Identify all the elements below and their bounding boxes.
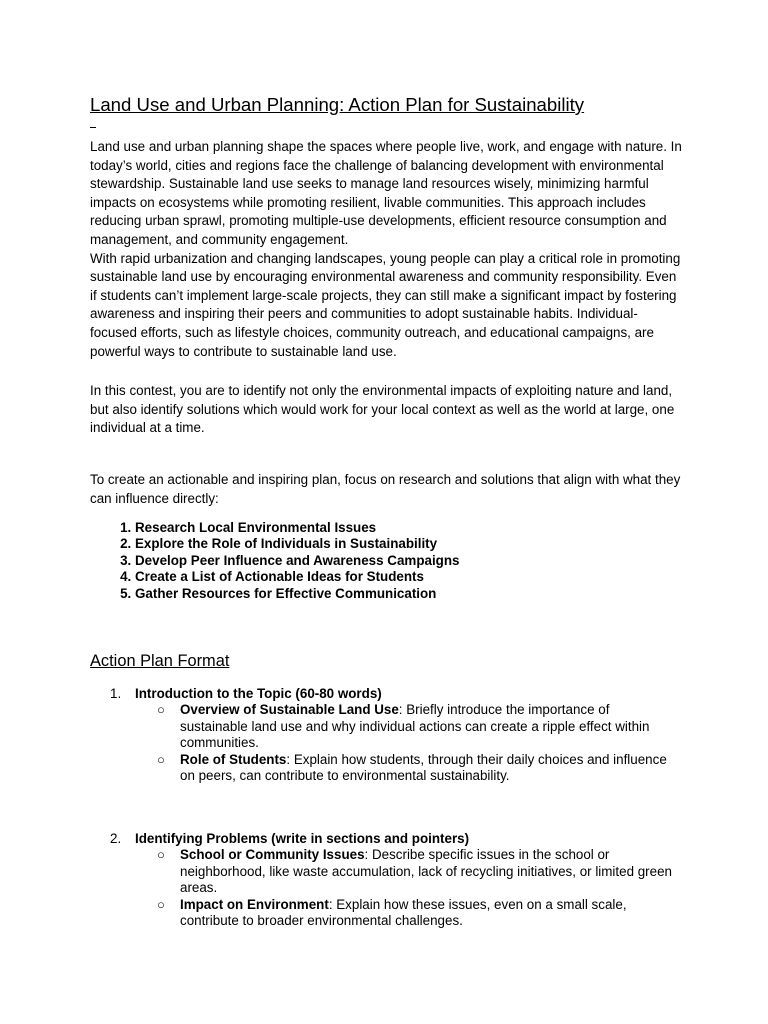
task-list xyxy=(90,520,695,602)
action-plan-format-heading: Action Plan Format xyxy=(90,652,230,670)
underline-mark xyxy=(90,127,96,128)
intro-paragraph-1: Land use and urban planning shape the spaces where people live, work, and engage with nature. In today’s world, cities and regions face the challenge of balancing development with environmental stewardship. Sustainable land use seeks to manage land resources wisely, minimizing harmful impacts on ecosystems while promoting resilient, livable communities. This approach includes reducing urban sprawl, promoting multiple-use developments, efficient resource consumption and management, and community engagement. xyxy=(90,139,682,247)
create-plan-paragraph: To create an actionable and inspiring plan, focus on research and solutions that align with what they can influence directly: xyxy=(90,472,681,506)
sub-item-text: : Explain how students, through their daily choices and influence on peers, can contribute to environmental sustainability. xyxy=(180,751,667,784)
section-heading xyxy=(110,686,680,702)
sub-item-text: : Describe specific issues in the school or neighborhood, like waste accumulation, lack of recycling initiatives, or limited green areas. xyxy=(180,847,672,896)
sub-item-text: : Briefly introduce the importance of sustainable land use and why individual actions can create a ripple effect within communities. xyxy=(180,702,650,751)
section-heading xyxy=(110,831,680,847)
task-item: 1. Research Local Environmental Issues xyxy=(135,520,695,536)
sub-item-term: Overview of Sustainable Land Use xyxy=(180,702,399,718)
contest-paragraph: In this contest, you are to identify not only the environmental impacts of exploiting nature and land, but also identify solutions which would work for your local context as well as the world at large, one individual at a time. xyxy=(90,383,675,436)
section-heading-text: Introduction to the Topic (60-80 words) xyxy=(135,686,382,701)
sub-item-text: : Explain how these issues, even on a small scale, contribute to broader environmental challenges. xyxy=(180,896,627,929)
circle-bullet-icon: ○ xyxy=(157,702,165,718)
sub-item-term: Impact on Environment xyxy=(180,896,329,912)
sub-item-term: School or Community Issues xyxy=(180,847,365,863)
section-heading-text: Identifying Problems (write in sections and pointers) xyxy=(135,831,470,846)
circle-bullet-icon: ○ xyxy=(157,847,165,863)
sub-item-role-of-students xyxy=(110,752,680,785)
sub-item-impact-on-environment xyxy=(110,897,680,930)
task-item: 5. Gather Resources for Effective Communication xyxy=(135,586,695,602)
format-section-identifying-problems xyxy=(110,831,680,929)
section-number: 2. xyxy=(110,831,122,846)
section-number: 1. xyxy=(110,686,122,701)
sub-item-school-issues xyxy=(110,847,680,896)
intro-block xyxy=(90,138,682,361)
sub-item-overview xyxy=(110,702,680,751)
document-title: Land Use and Urban Planning: Action Plan for Sustainability xyxy=(90,94,585,115)
circle-bullet-icon: ○ xyxy=(157,751,165,767)
task-item: 2. Explore the Role of Individuals in Sustainability xyxy=(135,536,695,552)
sub-item-term: Role of Students xyxy=(180,751,287,767)
circle-bullet-icon: ○ xyxy=(157,896,165,912)
task-item: 4. Create a List of Actionable Ideas for Students xyxy=(135,569,695,585)
format-section-introduction xyxy=(110,686,680,784)
intro-paragraph-2: With rapid urbanization and changing landscapes, young people can play a critical role in promoting sustainable land use by encouraging environmental awareness and community responsibility. Even if students can’t implement large-scale projects, they can still make a significant impact by fostering awareness and inspiring their peers and communities to adopt sustainable habits. Individual-focused efforts, such as lifestyle choices, community outreach, and educational campaigns, are powerful ways to contribute to sustainable land use. xyxy=(90,250,681,359)
task-item: 3. Develop Peer Influence and Awareness Campaigns xyxy=(135,553,695,569)
